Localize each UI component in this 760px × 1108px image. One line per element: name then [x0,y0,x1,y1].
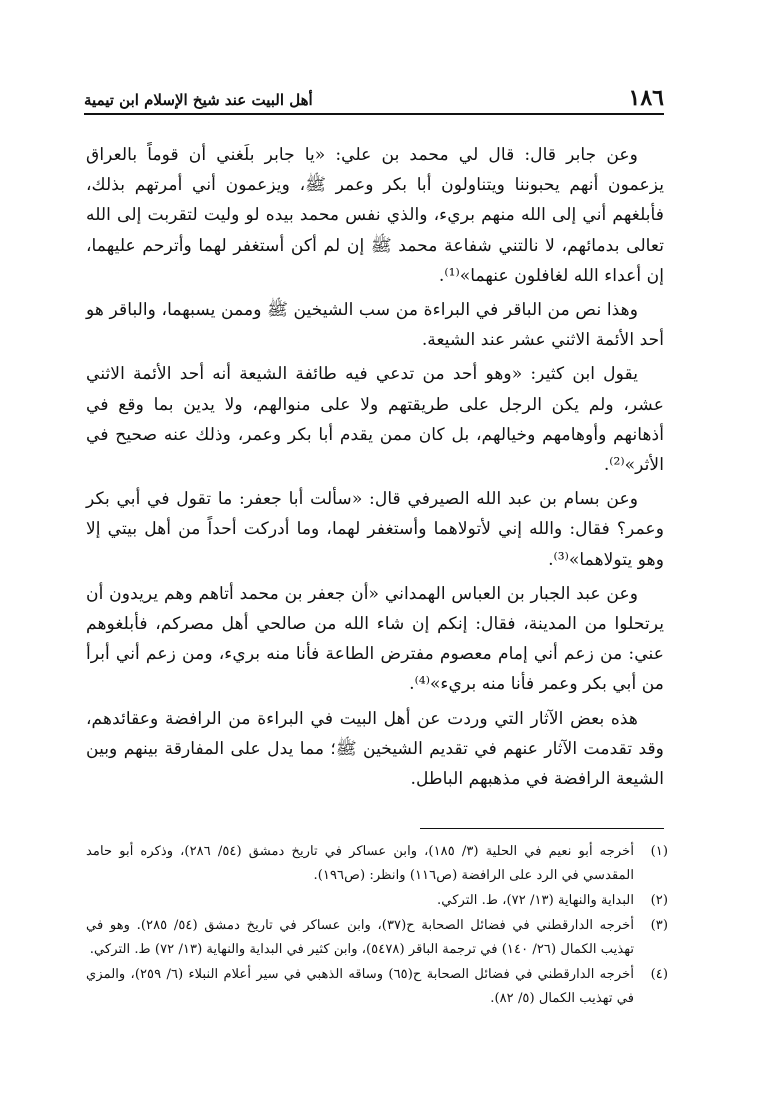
footnote-text: البداية والنهاية (١٣/ ٧٢)، ط. التركي. [437,893,634,908]
footnote-text: أخرجه الدارقطني في فضائل الصحابة ح(٣٧)، وابن عساكر في تاريخ دمشق (٥٤/ ٢٨٥). وهو في تهذيب الكمال (٢٦/ ١٤٠) في ترجمة الباقر (٥٤٧٨)، وابن كثير في البداية والنهاية (١٣/ ٧٢) ط. التركي. [86,918,634,957]
header-rule [84,113,664,115]
footnote-text: أخرجه أبو نعيم في الحلية (٣/ ١٨٥)، وابن عساكر في تاريخ دمشق (٥٤/ ٢٨٦)، وذكره أبو حامد المقدسي في الرد على الرافضة (ص١١٦) وانظر: (ص١٩٦). [86,844,634,883]
footnote-number: (٣) [650,918,668,933]
paragraph: يقول ابن كثير: «وهو أحد من تدعي فيه طائفة الشيعة أنه أحد الأئمة الاثني عشر، ولم يكن الرجل على طريقتهم ولا على منوالهم، ولا يدين بما وقع في أذهانهم وأوهامهم وخيالهم، بل كان ممن يقدم أبا بكر وعمر، وذلك عنه صحيح في الأثر»⁽²⁾. [86,364,664,476]
footnote [86,963,668,1011]
footnote-number: (١) [650,844,668,859]
page-header [84,84,664,110]
footnote [86,914,668,962]
footnote-separator [420,828,664,829]
paragraph: هذه بعض الآثار التي وردت عن أهل البيت في البراءة من الرافضة وعقائدهم، وقد تقدمت الآثار عنهم في تقديم الشيخين ﷺ؛ مما يدل على المفارقة بينهم وبين الشيعة الرافضة في مذهبهم الباطل. [86,708,664,790]
footnote-number: (٤) [650,967,668,982]
footnote-number: (٢) [650,893,668,908]
paragraph: وهذا نص من الباقر في البراءة من سب الشيخين ﷺ وممن يسبهما، والباقر هو أحد الأئمة الاثني عشر عند الشيعة. [86,300,664,351]
footnote [86,840,668,888]
page-number: ١٨٦ [628,85,664,111]
paragraph: وعن جابر قال: قال لي محمد بن علي: «يا جابر بلَغني أن قوماً بالعراق يزعمون أنهم يحبوننا ويتناولون أبا بكر وعمر ﷺ، ويزعمون أني أمرتهم بذلك، فأبلغهم أني إلى الله منهم بريء، والذي نفس محمد بيده لو وليت لتقربت إلى الله تعالى بدمائهم، لا نالتني شفاعة محمد ﷺ إن لم أكن أستغفر لهما وأترحم عليهما، إن أعداء الله لغافلون عنهما»⁽¹⁾. [86,145,664,286]
main-text [86,140,664,798]
paragraph: وعن عبد الجبار بن العباس الهمداني «أن جعفر بن محمد أتاهم وهم يريدون أن يرتحلوا من المدينة، فقال: إنكم إن شاء الله من صالحي أهل مصركم، فأبلغوهم عني: من زعم أني إمام معصوم مفترض الطاعة فأنا منه بريء، ومن زعم أني أبرأ من أبي بكر وعمر فأنا منه بريء»⁽⁴⁾. [86,583,664,695]
footnotes [86,840,668,1012]
paragraph: وعن بسام بن عبد الله الصيرفي قال: «سألت أبا جعفر: ما تقول في أبي بكر وعمر؟ فقال: والله إني لأتولاهما وأستغفر لهما، وما أدركت أحداً من أهل بيتي إلا وهو يتولاهما»⁽³⁾. [86,489,664,570]
footnote-text: أخرجه الدارقطني في فضائل الصحابة ح(٦٥) وساقه الذهبي في سير أعلام النبلاء (٦/ ٢٥٩)، والمزي في تهذيب الكمال (٥/ ٨٢). [86,967,634,1006]
footnote [86,889,668,913]
running-title: أهل البيت عند شيخ الإسلام ابن تيمية [84,91,313,109]
